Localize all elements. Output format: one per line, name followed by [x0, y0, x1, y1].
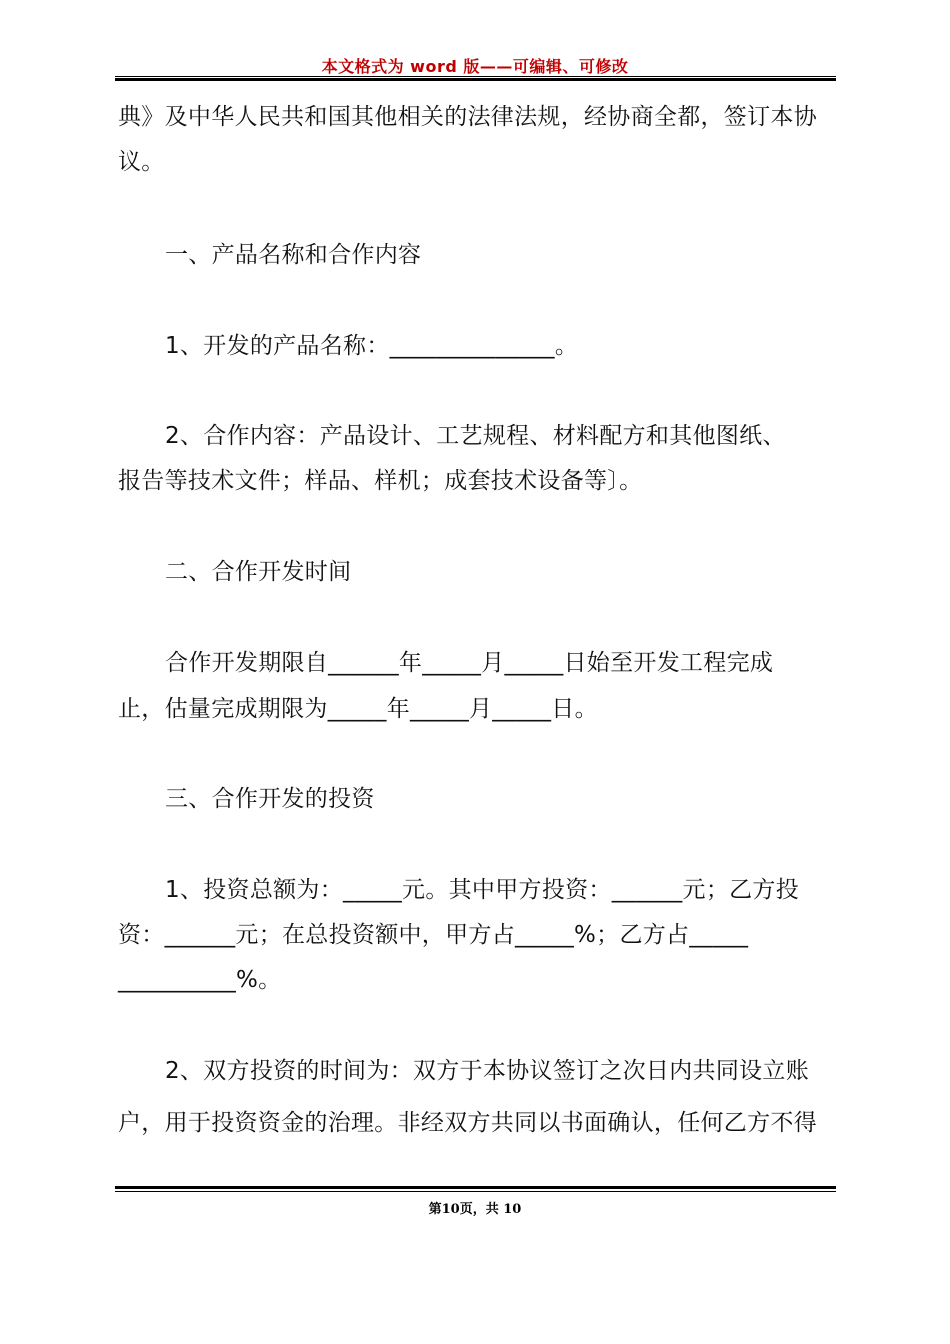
section-heading: 一、产品名称和合作内容 — [165, 242, 422, 268]
paragraph-line: 1、开发的产品名称：______________。 — [165, 333, 579, 359]
header-rule-thin — [115, 76, 836, 77]
paragraph-line: 止，估量完成期限为_____年_____月_____日。 — [118, 696, 598, 722]
paragraph-line: 合作开发期限自______年_____月_____日始至开发工程完成 — [165, 650, 774, 676]
section-heading: 二、合作开发时间 — [165, 559, 352, 585]
paragraph-line: 资：______元；在总投资额中，甲方占_____%；乙方占_____ — [118, 922, 749, 948]
paragraph-line: 2、双方投资的时间为：双方于本协议签订之次日内共同设立账 — [165, 1058, 810, 1084]
paragraph-line: 户，用于投资资金的治理。非经双方共同以书面确认，任何乙方不得 — [118, 1110, 817, 1136]
paragraph-line: 2、合作内容：产品设计、工艺规程、材料配方和其他图纸、 — [165, 423, 786, 449]
paragraph-line: 典》及中华人民共和国其他相关的法律法规，经协商全都，签订本协 — [118, 104, 817, 130]
page-header-note: 本文格式为 word 版——可编辑、可修改 — [321, 57, 629, 76]
paragraph-line: 报告等技术文件；样品、样机；成套技术设备等〕。 — [118, 468, 643, 494]
paragraph-line: 议。 — [118, 149, 165, 175]
header-rule-thick — [115, 78, 836, 81]
page-number: 第10页，共 10 — [428, 1202, 522, 1217]
paragraph-line: 1、投资总额为：_____元。其中甲方投资：______元；乙方投 — [165, 877, 800, 903]
paragraph-line: __________%。 — [118, 967, 282, 993]
footer-rule-thick — [115, 1186, 836, 1189]
footer-rule-thin — [115, 1191, 836, 1192]
section-heading: 三、合作开发的投资 — [165, 786, 375, 812]
